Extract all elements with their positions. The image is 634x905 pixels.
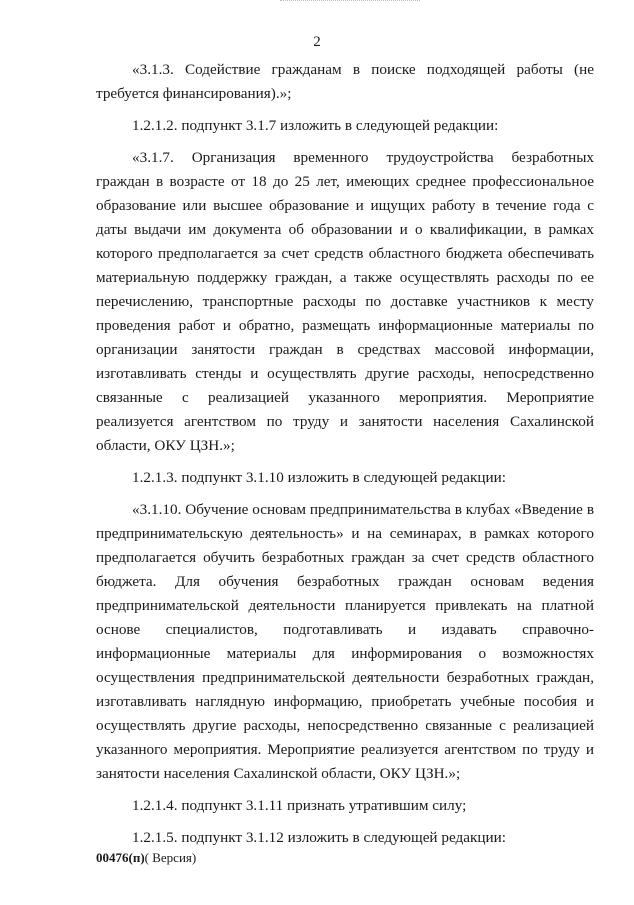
paragraph-3-1-3: «3.1.3. Содействие гражданам в поиске подходящей работы (не требуется финансирования).»; xyxy=(96,61,594,102)
paragraph-3-1-10: «3.1.10. Обучение основам предпринимательства в клубах «Введение в предпринимательскую деятельность» и на семинарах, в рамках которого предполагается обучить безработных граждан за счет средств областного бюджета. Для обучения безработных граждан основам ведения предпринимательской деятельности планируется привлекать на платной основе специалистов, подготавливать и издавать справочно-информационные материалы для информирования о возможностях осуществления предпринимательской деятельности безработных граждан, изготавливать наглядную информацию, приобретать учебные пособия и осуществлять другие расходы, непосредственно связанные с реализацией указанного мероприятия. Мероприятие реализуется агентством по труду и занятости населения Сахалинской области, ОКУ ЦЗН.»; xyxy=(96,501,594,782)
paragraph-1-2-1-4: 1.2.1.4. подпункт 3.1.11 признать утратившим силу; xyxy=(132,797,467,814)
paragraph-1-2-1-5: 1.2.1.5. подпункт 3.1.12 изложить в следующей редакции: xyxy=(132,829,506,846)
paragraph-3-1-7: «3.1.7. Организация временного трудоустройства безработных граждан в возрасте от 18 до 25 лет, имеющих среднее профессиональное образование или высшее образование и ищущих работу в течение года с даты выдачи им документа об образовании и о квалификации, в рамках которого предполагается за счет средств областного бюджета обеспечивать материальную поддержку граждан, а также осуществлять расходы по ее перечислению, транспортные расходы по доставке участников к месту проведения работ и обратно, размещать информационные материалы по организации занятости граждан в средствах массовой информации, изготавливать стенды и осуществлять другие расходы, непосредственно связанные с реализацией указанного мероприятия. Мероприятие реализуется агентством по труду и занятости населения Сахалинской области, ОКУ ЦЗН.»; xyxy=(96,149,594,454)
document-footer xyxy=(96,850,196,866)
scan-edge-mark xyxy=(280,0,420,3)
page-number: 2 xyxy=(313,34,321,50)
paragraph-1-2-1-3: 1.2.1.3. подпункт 3.1.10 изложить в следующей редакции: xyxy=(132,469,506,486)
document-body xyxy=(96,58,594,858)
document-code: 00476(п) xyxy=(96,850,145,865)
document-version: ( Версия) xyxy=(144,850,197,865)
paragraph-1-2-1-2: 1.2.1.2. подпункт 3.1.7 изложить в следующей редакции: xyxy=(132,117,499,134)
